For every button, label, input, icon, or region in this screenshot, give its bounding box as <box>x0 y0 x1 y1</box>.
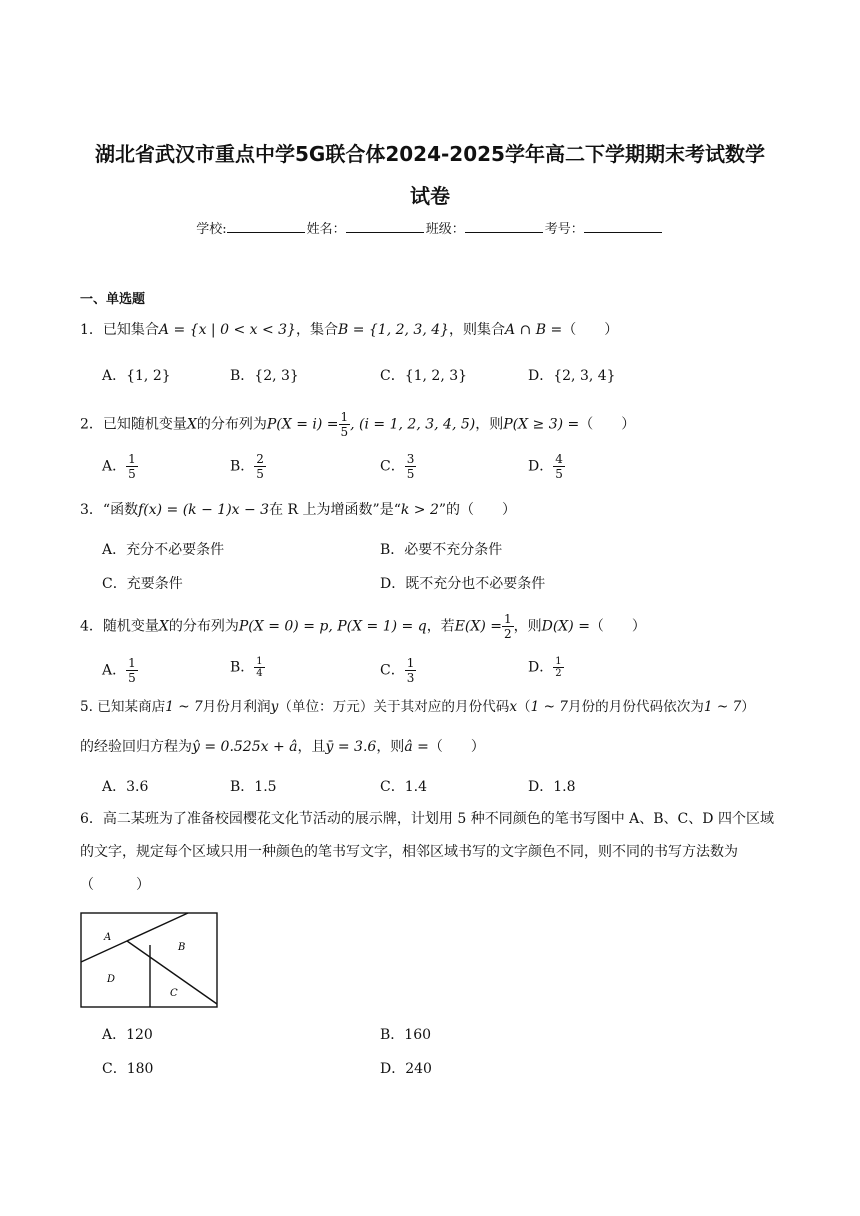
diagram-border <box>81 913 217 1007</box>
q4-option-b[interactable]: B． $\frac{1}{4}$ <box>230 656 263 679</box>
question-1: 1．已知集合A = {x | 0 < x < 3}，集合B = {1, 2, 3, 4}，则集合A ∩ B =（ ） <box>80 322 619 338</box>
q1-option-c[interactable]: C．{1, 2, 3} <box>380 368 468 384</box>
diagram-line-ab <box>81 913 188 962</box>
question-2: 2．已知随机变量X的分布列为P(X = i) = $\frac{1}{5}$ , (i = 1, 2, 3, 4, 5)，则P(X ≥ 3) =（ ） <box>80 410 636 439</box>
region-diagram <box>80 912 220 1010</box>
q2-option-b[interactable]: B． $\frac{2}{5}$ <box>230 452 264 481</box>
q1-option-d[interactable]: D．{2, 3, 4} <box>528 368 616 384</box>
q5-option-a[interactable]: A．3.6 <box>102 779 149 795</box>
q2-option-d[interactable]: D． $\frac{4}{5}$ <box>528 452 563 481</box>
question-5-line2: 的经验回归方程为ŷ = 0.525x + â，且ȳ = 3.6，则â =（ ） <box>80 739 485 755</box>
student-info-row <box>0 218 860 237</box>
region-label-c: C <box>170 988 178 999</box>
class-blank[interactable] <box>465 220 543 233</box>
q6-option-c[interactable]: C．180 <box>102 1061 154 1077</box>
class-label: 班级： <box>425 222 465 237</box>
q4-option-d[interactable]: D． $\frac{1}{2}$ <box>528 656 562 679</box>
q3-option-a[interactable]: A．充分不必要条件 <box>102 542 225 558</box>
name-blank[interactable] <box>346 220 424 233</box>
q6-option-a[interactable]: A．120 <box>102 1027 153 1043</box>
q6-option-d[interactable]: D．240 <box>380 1061 432 1077</box>
q2-fraction: $\frac{1}{5}$ <box>340 410 349 439</box>
name-label: 姓名： <box>306 222 346 237</box>
q4-option-c[interactable]: C． $\frac{1}{3}$ <box>380 656 415 685</box>
exam-no-label: 考号： <box>544 222 584 237</box>
q5-option-b[interactable]: B．1.5 <box>230 779 277 795</box>
q2-option-a[interactable]: A． $\frac{1}{5}$ <box>102 452 136 481</box>
region-label-a: A <box>104 932 112 943</box>
exam-no-blank[interactable] <box>584 220 662 233</box>
question-5-line1: 5. 已知某商店1 ~ 7月份月利润y（单位：万元）关于其对应的月份代码x（1 ~ 7月份的月份代码依次为1 ~ 7） <box>80 699 755 715</box>
q5-option-d[interactable]: D．1.8 <box>528 779 576 795</box>
q1-option-a[interactable]: A．{1, 2} <box>102 368 171 384</box>
section-heading: 一、单选题 <box>80 292 146 307</box>
q5-option-c[interactable]: C．1.4 <box>380 779 427 795</box>
q6-option-b[interactable]: B．160 <box>380 1027 432 1043</box>
school-label: 学校: <box>196 222 227 237</box>
region-label-d: D <box>107 974 116 985</box>
q3-option-c[interactable]: C．充要条件 <box>102 576 183 592</box>
school-blank[interactable] <box>227 220 305 233</box>
q4-fraction: $\frac{1}{2}$ <box>503 612 512 641</box>
page-title-line2: 试卷 <box>410 184 450 208</box>
question-3: 3．“函数f(x) = (k − 1)x − 3在 R 上为增函数”是“k > 2”的（ ） <box>80 502 517 518</box>
question-4: 4．随机变量X的分布列为P(X = 0) = p, P(X = 1) = q，若E(X) = $\frac{1}{2}$ ，则D(X) =（ ） <box>80 612 646 641</box>
q2-option-c[interactable]: C． $\frac{3}{5}$ <box>380 452 415 481</box>
q4-option-a[interactable]: A． $\frac{1}{5}$ <box>102 656 136 685</box>
q3-option-d[interactable]: D．既不充分也不必要条件 <box>380 576 546 592</box>
page-title-line1: 湖北省武汉市重点中学5G联合体2024-2025学年高二下学期期末考试数学 <box>95 142 765 166</box>
region-label-b: B <box>178 942 186 953</box>
q1-option-b[interactable]: B．{2, 3} <box>230 368 299 384</box>
q3-option-b[interactable]: B．必要不充分条件 <box>380 542 503 558</box>
question-6: 6．高二某班为了准备校园樱花文化节活动的展示牌，计划用 5 种不同颜色的笔书写图中 A、B、C、D 四个区域的文字，规定每个区域只用一种颜色的笔书写文字，相邻区域书写的文字颜色不同，则不同的书写方法数为（ ） <box>80 811 774 893</box>
